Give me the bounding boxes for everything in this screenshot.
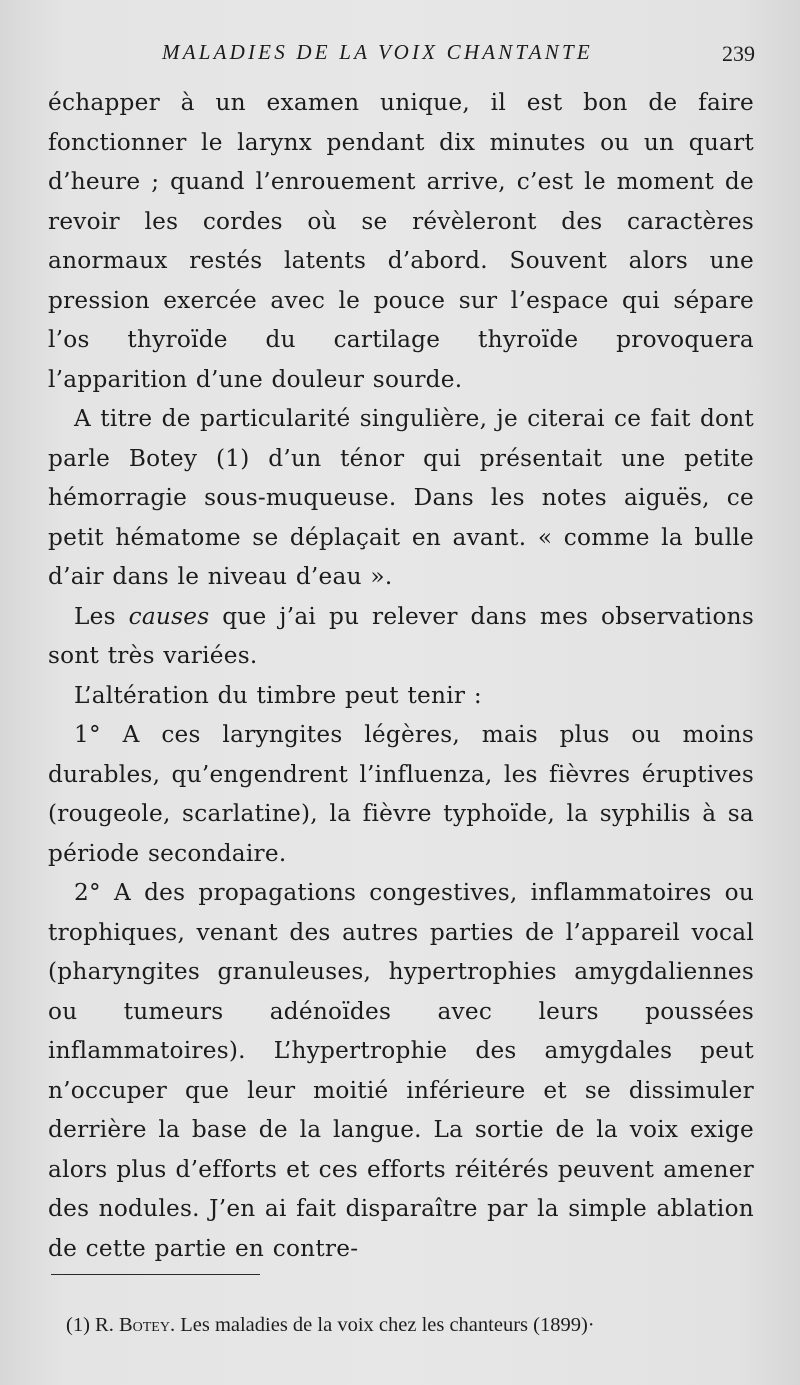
causes-lead: Les <box>74 602 129 630</box>
page-number: 239 <box>722 41 755 66</box>
causes-emphasis: causes <box>128 602 210 630</box>
footnote-marker: (1) <box>66 1314 90 1336</box>
footnote-text: Les maladies de la voix chez les chanteurs (1899)· <box>180 1314 595 1336</box>
paragraph-item-2: 2° A des propagations congestives, inflammatoires ou trophiques, venant des autres parties de l’appareil vocal (pharyngites granuleuses, hypertrophies amygdaliennes ou tumeurs adénoïdes avec leurs poussées inflammatoires). L’hypertrophie des amygdales peut n’occuper que leur moitié inférieure et se dissimuler derrière la base de la langue. La sortie de la voix exige alors plus d’efforts et ces efforts réitérés peuvent amener des nodules. J’en ai fait disparaître par la simple ablation de cette partie en contre- <box>48 879 754 1262</box>
paragraph-timbre: L’altération du timbre peut tenir : <box>74 681 482 709</box>
footnote-author-name: Botey. <box>118 1314 176 1336</box>
body-text <box>48 83 754 1268</box>
paragraph-item-1: 1° A ces laryngites légères, mais plus ou moins durables, qu’engendrent l’influenza, les fièvres éruptives (rougeole, scarlatine), la fièvre typhoïde, la syphilis à sa période secondaire. <box>48 721 754 867</box>
footnote-divider <box>51 1274 260 1275</box>
paragraph-botey: A titre de particularité singulière, je citerai ce fait dont parle Botey (1) d’un ténor qui présentait une petite hémorragie sous-muqueuse. Dans les notes aiguës, ce petit hématome se déplaçait en avant. « comme la bulle d’air dans le niveau d’eau ». <box>48 405 754 590</box>
paragraph-continuation: échapper à un examen unique, il est bon de faire fonctionner le larynx pendant dix minutes ou un quart d’heure ; quand l’enrouement arrive, c’est le moment de revoir les cordes où se révèleront des caractères anormaux restés latents d’abord. Souvent alors une pression exercée avec le pouce sur l’espace qui sépare l’os thyroïde du cartilage thyroïde provoquera l’apparition d’une douleur sourde. <box>48 89 754 393</box>
causes-rest: que j’ai pu relever dans mes observations sont très variées. <box>48 602 754 669</box>
page-header <box>0 40 800 70</box>
paragraph-causes <box>48 597 754 676</box>
footnote <box>66 1314 756 1337</box>
footnote-author-initial: R. <box>95 1314 114 1336</box>
running-title: MALADIES DE LA VOIX CHANTANTE <box>162 40 593 64</box>
